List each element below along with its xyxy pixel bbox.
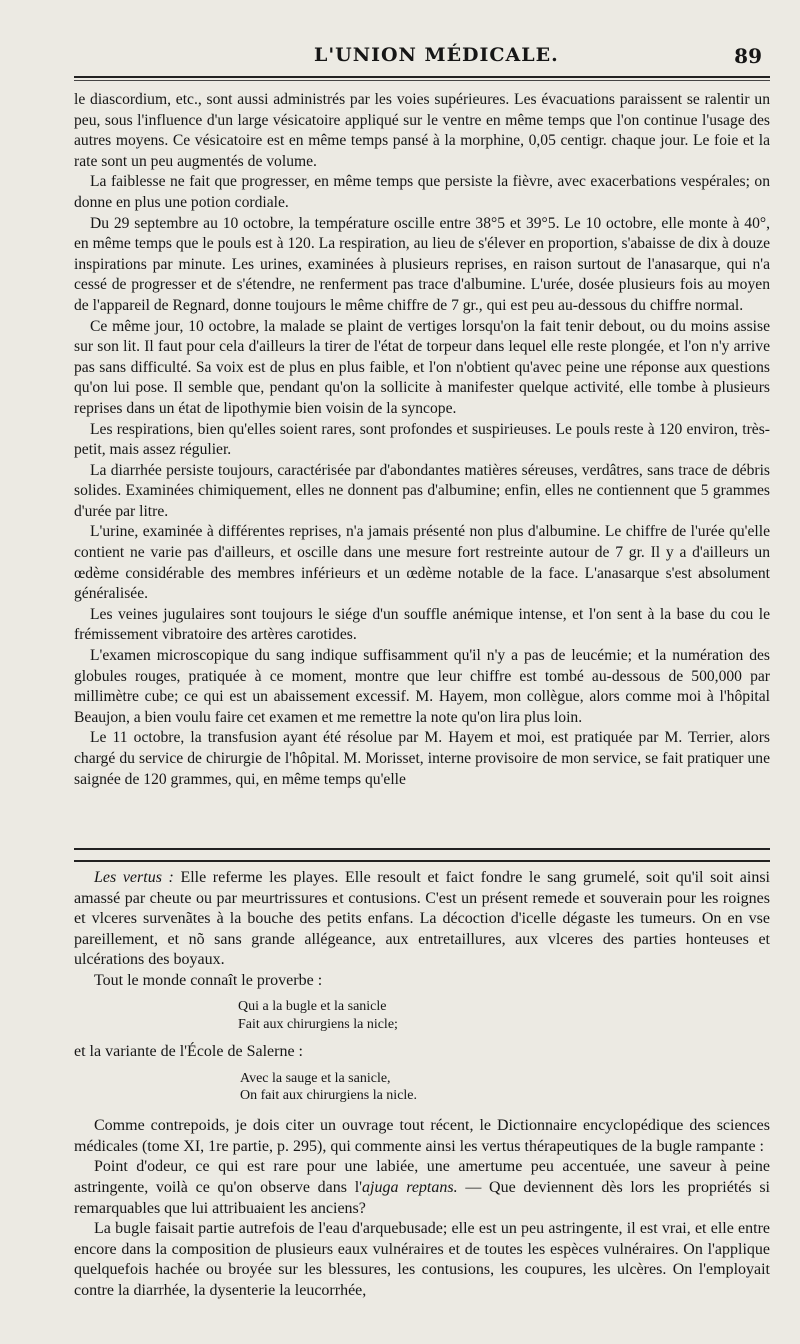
paragraph-arquebusade: La bugle faisait partie autrefois de l'eau d'arquebusade; elle est un peu astringente, il est vrai, et elle entre encore dans la composition de plusieurs eaux vulnéraires et de toutes les espèces vulnéraires. On l'applique quelquefois hachée ou broyée sur les blessures, les contusions, les coupures, les ulcères. On l'employait contre la diarrhée, la dysenterie la leucorrhée, <box>74 1220 770 1299</box>
paragraph-proverbe: Tout le monde connaît le proverbe : <box>94 971 323 989</box>
paragraph: Les respirations, bien qu'elles soient rares, sont profondes et suspirieuses. Le pouls reste à 120 environ, très-petit, mais assez régulier. <box>74 420 770 459</box>
verse-line: Qui a la bugle et la sanicle <box>238 998 387 1014</box>
paragraph-vertus <box>74 868 770 971</box>
page-number: 89 <box>734 44 762 68</box>
header-rule <box>74 76 770 78</box>
verse-line: Avec la sauge et la sanicle, <box>240 1071 391 1087</box>
ajuga-reptans: ajuga reptans. <box>362 1178 458 1196</box>
vertus-text: Elle referme les playes. Elle resoult et faict fondre le sang grumelé, soit qu'il soit ainsi amassé par cheute ou par meurtrissures et contusions. C'est un présent remede et souverain pour les roignes et vlceres survenãtes à la bouche des petits enfans. La décoction d'icelle dégaste les tumeurs. On en vse pareillement, et nõ sans grande allégeance, aux entretaillures, aux vlceres des parties honteuses et ulcérations des boyaux. <box>74 869 771 969</box>
header-rule-thin <box>74 80 770 81</box>
paragraph: La diarrhée persiste toujours, caractérisée par d'abondantes matières séreuses, verdâtres, sans trace de débris solides. Examinées chimiquement, elles ne donnent pas d'albumine; enfin, elles ne contiennent que 5 grammes d'urée par litre. <box>74 461 770 520</box>
paragraph: La faiblesse ne fait que progresser, en même temps que persiste la fièvre, avec exacerbations vespérales; on donne en plus une potion cordiale. <box>74 173 770 211</box>
paragraph: le diascordium, etc., sont aussi administrés par les voies supérieures. Les évacuations paraissent se ralentir un peu, sous l'influence d'un large vésicatoire appliqué sur le ventre en même temps que l'on continue l'usage des autres moyens. Ce vésicatoire est en même temps pansé à la morphine, 0,05 centigr. chaque jour. Le foie et la rate sont un peu augmentés de volume. <box>74 91 770 170</box>
main-text <box>74 90 770 790</box>
odeur-text-a: Point d'odeur, ce qui est rare pour une labiée, une amertume peu accentuée, une saveur à peine astringente, voilà ce qu'on observe dans l' <box>74 1158 770 1196</box>
verse-line: Fait aux chirurgiens la nicle; <box>238 1016 398 1032</box>
verse-line: On fait aux chirurgiens la nicle. <box>240 1088 418 1104</box>
feuilleton-text <box>74 868 770 1302</box>
paragraph: Ce même jour, 10 octobre, la malade se plaint de vertiges lorsqu'on la fait tenir debout, ou du moins assise sur son lit. Il faut pour cela d'ailleurs la tirer de l'état de torpeur dans lequel elle reste plongée, et l'on n'y arrive pas sans difficulté. Sa voix est de plus en plus faible, et l'on n'obtient qu'avec peine une réponse aux questions qu'on lui pose. Il semble que, pendant qu'on la sollicite à manifester quelque activité, elle tombe à plusieurs reprises dans un état de lipothymie bien voisin de la syncope. <box>74 317 770 417</box>
paragraph-salerne: et la variante de l'École de Salerne : <box>74 1042 303 1060</box>
paragraph: Le 11 octobre, la transfusion ayant été résolue par M. Hayem et moi, est pratiquée par M. Terrier, alors chargé du service de chirurgie de l'hôpital. M. Morisset, interne provisoire de mon service, se fait pratiquer une saignée de 120 grammes, qui, en même temps qu'elle <box>74 729 770 788</box>
salerne-verse <box>240 1070 770 1104</box>
proverb-verse <box>238 998 770 1034</box>
vertus-label: Les vertus : <box>94 869 174 886</box>
paragraph: L'urine, examinée à différentes reprises, n'a jamais présenté non plus d'albumine. Le chiffre de l'urée qu'elle contient ne varie pas d'ailleurs, et oscille dans une mesure fort restreinte autour de 7 gr. Il y a d'ailleurs un œdème considérable des membres inférieurs et un œdème notable de la face. L'anasarque s'est absolument généralisée. <box>74 523 770 603</box>
running-title: L'UNION MÉDICALE. <box>314 44 559 66</box>
odeur-text-b: — Que deviennent dès lors les propriétés si remarquables que lui attribuaient les anciens? <box>74 1178 770 1217</box>
paragraph: L'examen microscopique du sang indique suffisamment qu'il n'y a pas de leucémie; et la numération des globules rouges, pratiquée à ce moment, montre que leur chiffre est tombé au-dessous de 500,000 par millimètre cube; ce qui est un abaissement excessif. M. Hayem, mon collègue, alors comme moi à l'hôpital Beaujon, a bien voulu faire cet examen et me remettre la note qu'on lira plus loin. <box>74 647 770 726</box>
feuilleton-divider <box>74 848 770 862</box>
page-header <box>74 44 770 74</box>
paragraph-contrepoids: Comme contrepoids, je dois citer un ouvrage tout récent, le Dictionnaire encyclopédique des sciences médicales (tome XI, 1re partie, p. 295), qui commente ainsi les vertus thérapeutiques de la bugle rampante : <box>74 1117 770 1155</box>
paragraph-odeur <box>74 1157 770 1219</box>
paragraph: Du 29 septembre au 10 octobre, la température oscille entre 38°5 et 39°5. Le 10 octobre, elle monte à 40°, en même temps que le pouls est à 120. La respiration, au lieu de s'élever en proportion, s'abaisse de dix à douze inspirations par minute. Les urines, examinées à plusieurs reprises, en raison surtout de l'anasarque, qui n'a cessé de progresser et de s'étendre, ne renferment pas trace d'albumine. L'urée, dosée plusieurs fois au moyen de l'appareil de Regnard, donne toujours le même chiffre de 7 gr., qui est peu au-dessous du chiffre normal. <box>74 214 770 314</box>
paragraph: Les veines jugulaires sont toujours le siége d'un souffle anémique intense, et l'on sent à la base du cou le frémissement vibratoire des artères carotides. <box>74 605 770 644</box>
